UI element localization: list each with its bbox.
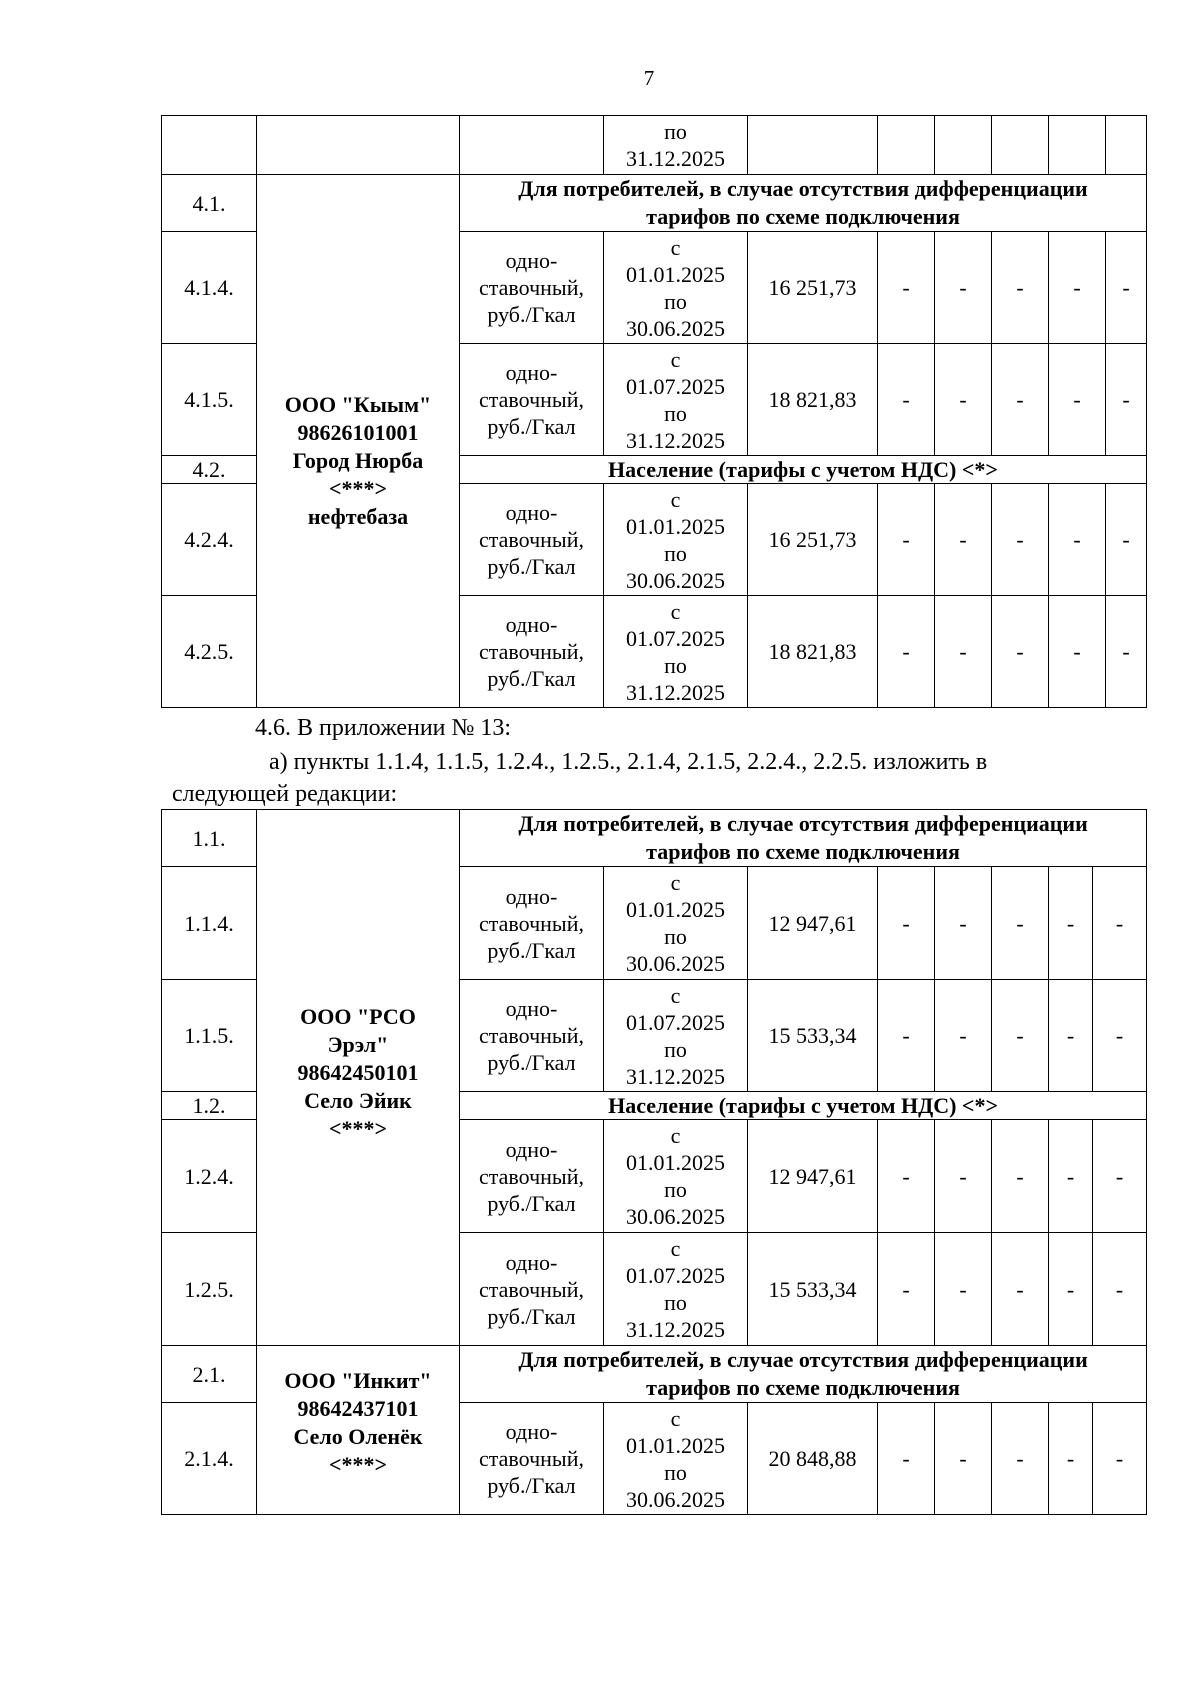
dash-cell: - [1093, 980, 1147, 1092]
section-title: Для потребителей, в случае отсутствия дифференциации тарифов по схеме подключения [460, 810, 1147, 867]
row-number: 4.2.4. [162, 484, 257, 596]
dash-cell [1106, 116, 1147, 175]
section-title: Для потребителей, в случае отсутствия дифференциации тарифов по схеме подключения [460, 1346, 1147, 1403]
dash-cell: - [1093, 1120, 1147, 1233]
tariff-table-appendix-13 [161, 809, 1147, 1515]
dash-cell: - [935, 484, 992, 596]
row-number: 1.1.4. [162, 867, 257, 980]
rate-cell [460, 116, 604, 175]
period-cell: с 01.01.2025 по 30.06.2025 [604, 867, 748, 980]
tariff-value: 12 947,61 [748, 867, 878, 980]
section-title: Для потребителей, в случае отсутствия дифференциации тарифов по схеме подключения [460, 175, 1147, 232]
dash-cell: - [878, 980, 935, 1092]
dash-cell: - [1049, 344, 1106, 456]
rate-cell: одно- ставочный, руб./Гкал [460, 344, 604, 456]
dash-cell: - [878, 484, 935, 596]
dash-cell: - [935, 344, 992, 456]
row-number: 4.1.5. [162, 344, 257, 456]
dash-cell: - [878, 1233, 935, 1346]
tariff-value: 18 821,83 [748, 596, 878, 708]
paragraph-line: 4.6. В приложении № 13: [255, 715, 512, 741]
dash-cell: - [1049, 596, 1106, 708]
dash-cell: - [878, 867, 935, 980]
period-cell: с 01.07.2025 по 31.12.2025 [604, 1233, 748, 1346]
period-cell: с 01.07.2025 по 31.12.2025 [604, 980, 748, 1092]
dash-cell: - [1049, 484, 1106, 596]
dash-cell: - [878, 232, 935, 344]
row-number: 4.1.4. [162, 232, 257, 344]
table-row [162, 1346, 1147, 1403]
dash-cell: - [992, 1120, 1049, 1233]
dash-cell: - [935, 1403, 992, 1515]
table-row [162, 810, 1147, 867]
dash-cell: - [935, 596, 992, 708]
tariff-value: 20 848,88 [748, 1403, 878, 1515]
section-number: 1.1. [162, 810, 257, 867]
organization-cell: ООО "Кыым" 98626101001 Город Нюрба <***> нефтебаза [257, 175, 460, 708]
section-title: Население (тарифы с учетом НДС) <*> [460, 456, 1147, 484]
tariff-value: 15 533,34 [748, 980, 878, 1092]
dash-cell: - [878, 596, 935, 708]
dash-cell: - [992, 867, 1049, 980]
dash-cell: - [1093, 1233, 1147, 1346]
tariff-value: 12 947,61 [748, 1120, 878, 1233]
rate-cell: одно- ставочный, руб./Гкал [460, 980, 604, 1092]
rate-cell: одно- ставочный, руб./Гкал [460, 232, 604, 344]
dash-cell [992, 116, 1049, 175]
tariff-value: 18 821,83 [748, 344, 878, 456]
rate-cell: одно- ставочный, руб./Гкал [460, 867, 604, 980]
tariff-value: 15 533,34 [748, 1233, 878, 1346]
dash-cell: - [1049, 867, 1093, 980]
tariff-value: 16 251,73 [748, 232, 878, 344]
section-number: 4.1. [162, 175, 257, 232]
rate-cell: одно- ставочный, руб./Гкал [460, 1120, 604, 1233]
rate-cell: одно- ставочный, руб./Гкал [460, 1403, 604, 1515]
section-title: Население (тарифы с учетом НДС) <*> [460, 1092, 1147, 1120]
rate-cell: одно- ставочный, руб./Гкал [460, 596, 604, 708]
section-number: 1.2. [162, 1092, 257, 1120]
rate-cell: одно- ставочный, руб./Гкал [460, 1233, 604, 1346]
row-number: 2.1.4. [162, 1403, 257, 1515]
dash-cell: - [1049, 1120, 1093, 1233]
dash-cell: - [1106, 484, 1147, 596]
dash-cell: - [992, 596, 1049, 708]
period-cell: с 01.01.2025 по 30.06.2025 [604, 484, 748, 596]
organization-cell [257, 116, 460, 175]
dash-cell [1049, 116, 1106, 175]
dash-cell: - [992, 1403, 1049, 1515]
table-row [162, 116, 1147, 175]
section-number: 2.1. [162, 1346, 257, 1403]
dash-cell [878, 116, 935, 175]
dash-cell: - [1106, 344, 1147, 456]
dash-cell: - [1049, 1403, 1093, 1515]
dash-cell: - [878, 344, 935, 456]
dash-cell: - [1106, 596, 1147, 708]
rate-cell: одно- ставочный, руб./Гкал [460, 484, 604, 596]
dash-cell: - [935, 1120, 992, 1233]
dash-cell: - [935, 232, 992, 344]
number-cell [162, 116, 257, 175]
dash-cell: - [878, 1403, 935, 1515]
row-number: 1.2.5. [162, 1233, 257, 1346]
dash-cell: - [1049, 980, 1093, 1092]
tariff-value: 16 251,73 [748, 484, 878, 596]
dash-cell: - [1093, 867, 1147, 980]
period-cell: с 01.01.2025 по 30.06.2025 [604, 232, 748, 344]
paragraph-line: а) пункты 1.1.4, 1.1.5, 1.2.4., 1.2.5., 2.1.4, 2.1.5, 2.2.4., 2.2.5. изложить в [269, 749, 988, 775]
tariff-table-kyym [161, 115, 1147, 708]
dash-cell: - [992, 484, 1049, 596]
period-cell: с 01.01.2025 по 30.06.2025 [604, 1403, 748, 1515]
table-row [162, 175, 1147, 232]
period-cell: с 01.01.2025 по 30.06.2025 [604, 1120, 748, 1233]
dash-cell: - [1093, 1403, 1147, 1515]
dash-cell: - [878, 1120, 935, 1233]
dash-cell: - [935, 1233, 992, 1346]
paragraph-line: следующей редакции: [172, 781, 398, 807]
period-cell: с 01.07.2025 по 31.12.2025 [604, 596, 748, 708]
dash-cell: - [935, 867, 992, 980]
period-cell: с 01.07.2025 по 31.12.2025 [604, 344, 748, 456]
row-number: 4.2.5. [162, 596, 257, 708]
dash-cell [935, 116, 992, 175]
row-number: 1.2.4. [162, 1120, 257, 1233]
dash-cell: - [1049, 1233, 1093, 1346]
value-cell [748, 116, 878, 175]
row-number: 1.1.5. [162, 980, 257, 1092]
dash-cell: - [992, 232, 1049, 344]
dash-cell: - [1049, 232, 1106, 344]
dash-cell: - [992, 344, 1049, 456]
period-cell: по 31.12.2025 [604, 116, 748, 175]
dash-cell: - [992, 1233, 1049, 1346]
section-number: 4.2. [162, 456, 257, 484]
dash-cell: - [935, 980, 992, 1092]
organization-cell: ООО "РСО Эрэл" 98642450101 Село Эйик <***> [257, 810, 460, 1346]
dash-cell: - [1106, 232, 1147, 344]
organization-cell: ООО "Инкит" 98642437101 Село Оленёк <***> [257, 1346, 460, 1515]
dash-cell: - [992, 980, 1049, 1092]
page-number: 7 [643, 66, 655, 90]
